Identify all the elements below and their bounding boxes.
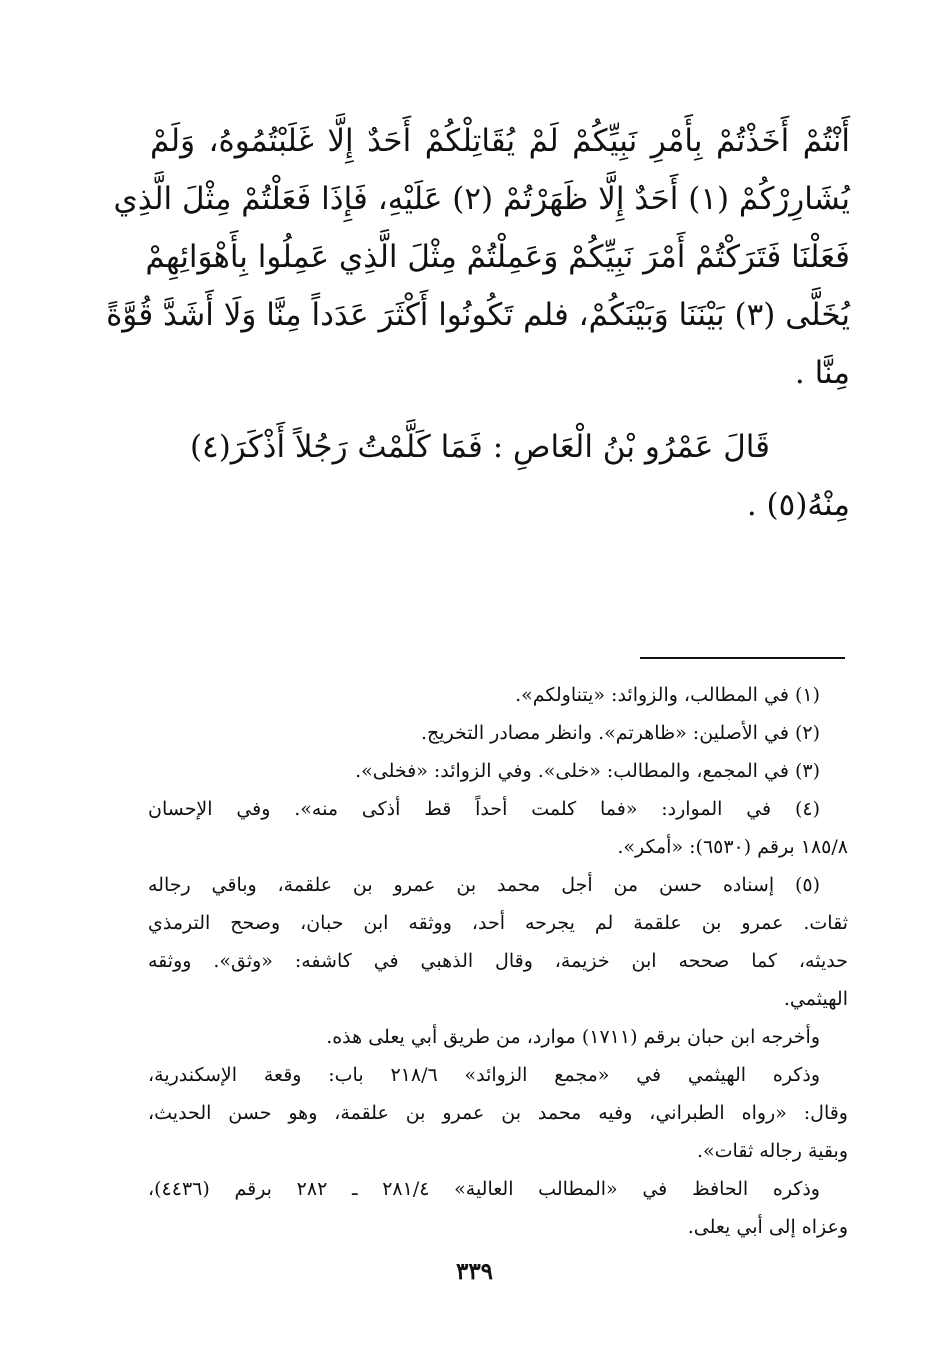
footnotes-block [148, 676, 848, 1246]
footnote-line: وذكره الحافظ في «المطالب العالية» ٢٨١/٤ ـ ٢٨٢ برقم (٤٤٣٦)، [148, 1178, 820, 1200]
footnote-line: (٤) في الموارد: «فما كلمت أحداً قط أذكى منه». وفي الإحسان [148, 798, 820, 820]
footnote-line: (٥) إسناده حسن من أجل محمد بن عمرو بن علقمة، وباقي رجاله [148, 874, 820, 896]
main-text-line: يُشَارِرْكُمْ (١) أَحَدٌ إِلَّا ظَهَرْتُمْ (٢) عَلَيْهِ، فَإِذَا فَعَلْتُمْ مِثْلَ الَّذِي [113, 181, 850, 217]
main-text-line: مِنَّا . [794, 355, 850, 391]
footnote-line: ١٨٥/٨ برقم (٦٥٣٠): «أمكر». [617, 836, 848, 858]
page-number: ٣٣٩ [455, 1258, 494, 1285]
main-text-line: فَعَلْنَا فَتَرَكْتُمْ أَمْرَ نَبِيِّكُمْ وَعَمِلْتُمْ مِثْلَ الَّذِي عَمِلُوا بِأَهْوَائِهِمْ [145, 239, 850, 275]
footnote-line: وقال: «رواه الطبراني، وفيه محمد بن عمرو بن علقمة، وهو حسن الحديث، [148, 1102, 848, 1124]
footnote-line: (١) في المطالب، والزوائد: «يتناولكم». [515, 684, 820, 706]
footnote-line: ثقات. عمرو بن علقمة لم يجرحه أحد، ووثقه ابن حبان، وصحح الترمذي [148, 912, 848, 934]
footnote-line: وذكره الهيثمي في «مجمع الزوائد» ٢١٨/٦ باب: وقعة الإسكندرية، [148, 1064, 820, 1086]
main-text-block [106, 112, 850, 534]
footnote-line: (٣) في المجمع، والمطالب: «خلى». وفي الزوائد: «فخلى». [355, 760, 820, 782]
footnote-separator [640, 657, 845, 659]
main-text-line: يُخَلَّى (٣) بَيْنَنَا وَبَيْنَكُمْ، فلم تَكُونُوا أَكْثَرَ عَدَداً مِنَّا وَلَا أَشَدَّ قُوَّةً [106, 297, 850, 333]
footnote-line: (٢) في الأصلين: «ظاهرتم». وانظر مصادر التخريج. [420, 722, 820, 744]
footnote-line: وعزاه إلى أبي يعلى. [687, 1216, 848, 1238]
footnote-line: وبقية رجاله ثقات». [697, 1140, 848, 1162]
quote-line: مِنْهُ(٥) . [746, 487, 850, 523]
footnote-line: حديثه، كما صححه ابن خزيمة، وقال الذهبي في كاشفه: «وثق». ووثقه [148, 950, 848, 972]
quote-line: قَالَ عَمْرُو بْنُ الْعَاصِ : فَمَا كَلَّمْتُ رَجُلاً أَذْكَرَ(٤) [189, 429, 770, 465]
footnote-line: الهيثمي. [783, 988, 848, 1010]
footnote-line: وأخرجه ابن حبان برقم (١٧١١) موارد، من طريق أبي يعلى هذه. [326, 1026, 820, 1048]
main-text-line: أَنْتُمْ أَخَذْتُمْ بِأَمْرِ نَبِيِّكُمْ لَمْ يُقَاتِلْكُمْ أَحَدٌ إِلَّا غَلَبْتُمُوهُ، وَلَمْ [150, 123, 850, 159]
